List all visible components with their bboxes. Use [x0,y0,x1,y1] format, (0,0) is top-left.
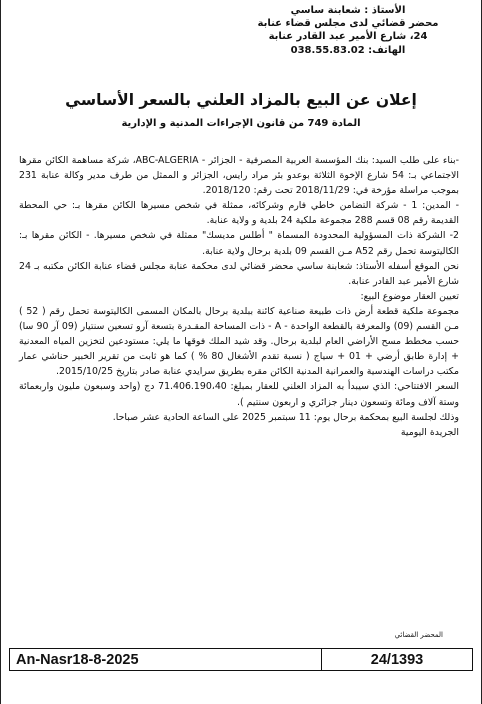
property-heading: تعيين العقار موضوع البيع: [360,290,459,302]
bailiff-phone: الهاتف: 038.55.83.02 [290,44,406,56]
signature-label: المحضر القضائي [394,631,443,639]
second-debtor-paragraph: 2- الشركة ذات المسؤولية المحدودة المسماة " أطلس مديسك" ممثلة في شخص مسيرها. - الكائن مقرها بـ: الكاليتوسة تحمل رقم A52 مـن القسم 09 بلدية برحال ولاية عنابة. [19,230,459,257]
publication-footer [9,648,473,671]
auction-date-paragraph: وذلك لجلسة البيع بمحكمة برحال يوم: 11 سبتمبر 2025 على الساعة الحادية عشر صباحا. [112,411,459,423]
bailiff-header [233,4,463,57]
publication-number: 24/1393 [321,649,472,670]
creditor-paragraph: -بناء على طلب السيد: بنك المؤسسة العربية المصرفية - الجزائر - ABC-ALGERIA، شركة مساهمة الكائن مقرها الاجتماعي بـ: 54 شارع الإخوة الثلاثة بوعدو بئر مراد رايس، الجزائر و الممثل من طرف مدير وكالة عنابة 231 بموجب مراسلة مؤرخة في: 2018/11/29 تحت رقم: 2018/120. [19,155,460,197]
opening-price-paragraph: السعر الافتتاحي: الذي سيبدأ به المزاد العلني للعقار بمبلغ: 71.406.190،40 دج (واحد وسبعون مليون واربعمائة وستة آلاف ومائة وتسعون دينار جزائري و اربعون سنتيم ). [19,381,460,408]
publication-reference: An-Nasr18-8-2025 [16,651,139,668]
newspaper-name: الجريدة اليومية [400,426,459,438]
notice-body [19,153,459,440]
bailiff-paragraph: نحن الموقع أسفله الأستاذ: شعابنة ساسي محضر قضائي لدى محكمة عنابة مجلس قضاء عنابة الكائن مكتبه بـ 24 شارع الأمير عبد القادر عنابة. [19,260,459,287]
bailiff-title: محضر قضائي لدى مجلس قضاء عنابة [257,18,439,30]
notice-title: إعلان عن البيع بالمزاد العلني بالسعر الأساسي [65,91,417,109]
bailiff-name: الأستاذ : شعابنة ساسي [290,5,406,16]
bailiff-address: 24، شارع الأمير عبد القادر عنابة [268,31,428,43]
debtor-paragraph: - المدين: 1 - شركة التضامن خاطي فارم وشركائه، ممثلة في شخص مسيرها الكائن مقرها بـ: حي المحطة القديمة رقم 08 قسم 288 مجموعة ملكية 24 بلدية و ولاية عنابة. [19,200,459,227]
property-description: مجموعة ملكية قطعة أرض ذات طبيعة صناعية كائنة ببلدية برحال بالمكان المسمى الكاليتوسة تحمل رقم ( 52 ) مـن القسم (09) والمعرفة بالقطعة الواحدة - A - ذات المساحة المقـدرة بتسعة آرو تسعين سنتيار (09 آر 90 سا) حسب مخطط مسح الأراضي العام لبلدية برحال. وقد شيد الملك فوقها ما يلي: مستودعين لتخزين المياه المعدنية + إدارة طابق أرضي + 01 + سياج ( نسبة تقدم الأشغال 80 % ) كما هو ثابت من تقرير الخبير حناشي عمار مكتب دراسات الهندسية والعمرانية المدنية الكائن مقره بطريق سرايدي عنابة صادر بتاريخ 2015/10/25. [19,305,459,378]
notice-legal-article: المادة 749 من قانون الإجراءات المدنية و الإدارية [121,118,361,129]
